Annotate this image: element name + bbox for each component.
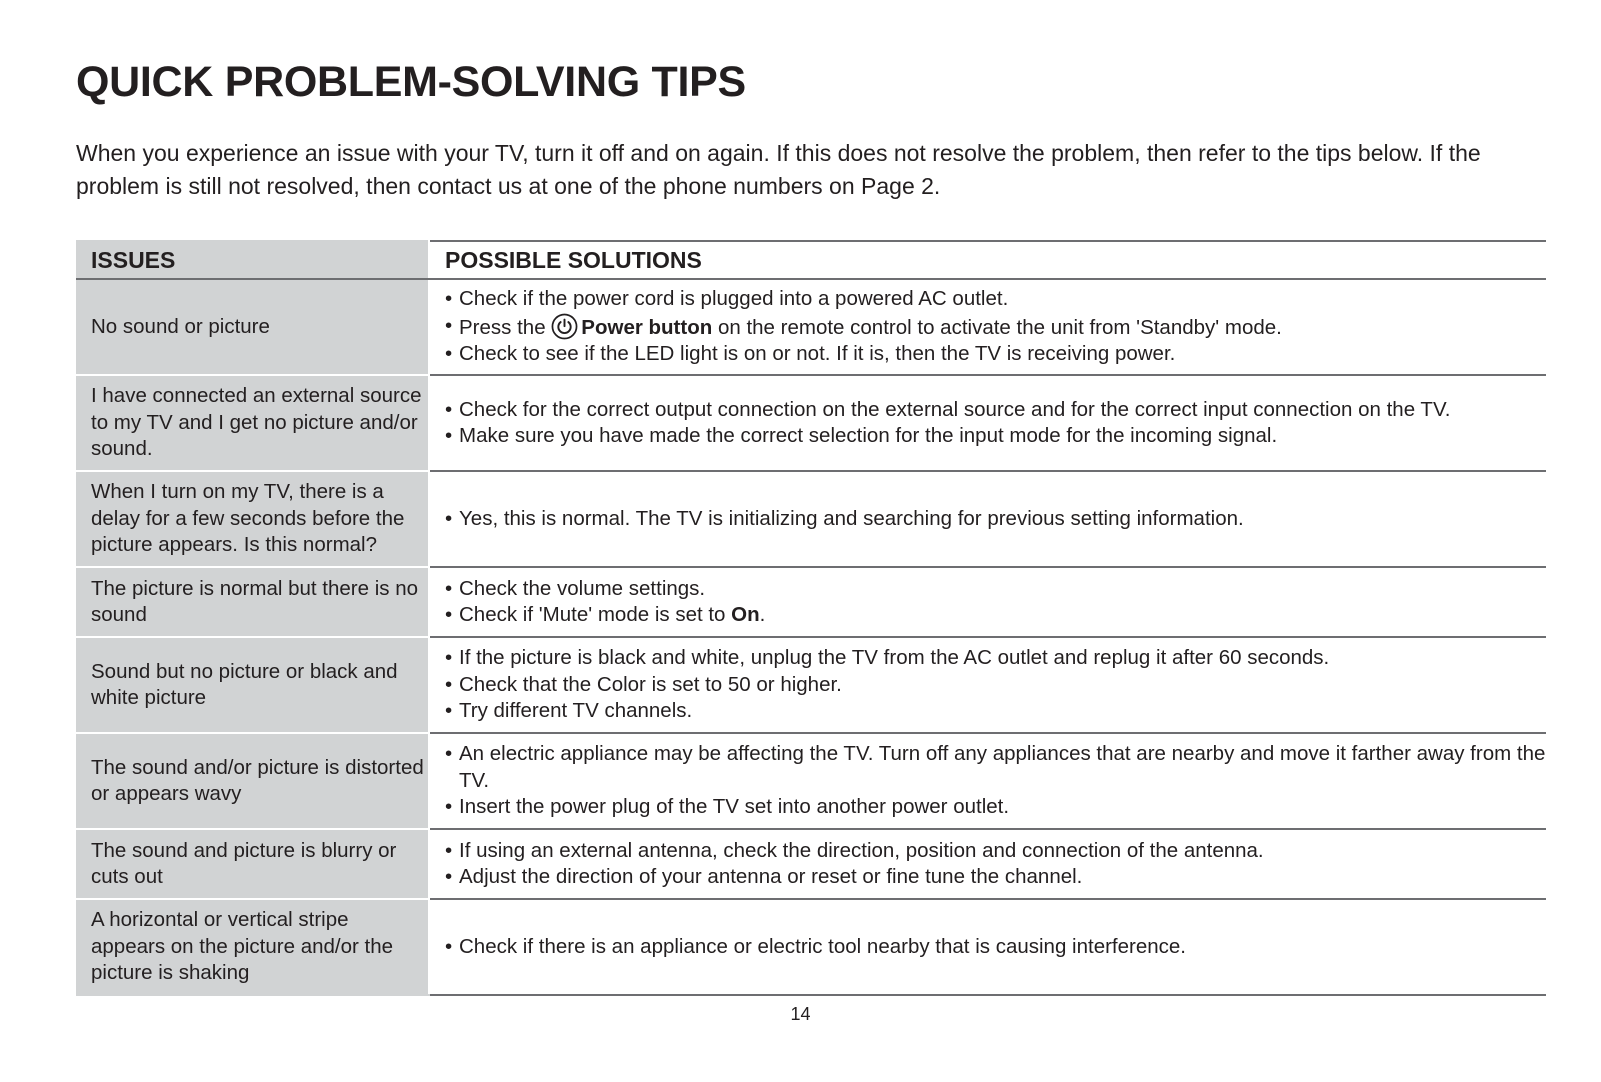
solutions-cell (429, 471, 1546, 567)
solution-item: • Adjust the direction of your antenna or reset or fine tune the channel. (445, 864, 1546, 891)
issue-cell: A horizontal or vertical stripe appears on the picture and/or the picture is shaking (76, 899, 429, 995)
solution-item: • If using an external antenna, check the direction, position and connection of the antenna. (445, 838, 1546, 865)
solutions-cell (429, 829, 1546, 899)
table-header-row (76, 241, 1546, 279)
solution-item: • Insert the power plug of the TV set into another power outlet. (445, 794, 1546, 821)
solutions-cell (429, 375, 1546, 471)
table-row (76, 899, 1546, 995)
table-row (76, 471, 1546, 567)
issue-cell: The picture is normal but there is no sound (76, 567, 429, 637)
table-row (76, 567, 1546, 637)
mute-on-label: On (731, 603, 760, 626)
issue-cell: When I turn on my TV, there is a delay for a few seconds before the picture appears. Is this normal? (76, 471, 429, 567)
solutions-cell (429, 637, 1546, 733)
solution-item: • If the picture is black and white, unplug the TV from the AC outlet and replug it after 60 seconds. (445, 645, 1546, 672)
solution-item: • Check the volume settings. (445, 576, 1546, 603)
solution-item: • Make sure you have made the correct selection for the input mode for the incoming signal. (445, 423, 1546, 450)
solution-item (445, 602, 1546, 629)
solution-item: • Check that the Color is set to 50 or higher. (445, 672, 1546, 699)
page-number: 14 (790, 1004, 811, 1024)
power-icon (551, 313, 578, 340)
solution-item: • Check if there is an appliance or electric tool nearby that is causing interference. (445, 934, 1546, 961)
solution-text: Press the (459, 315, 552, 339)
solution-list (445, 576, 1546, 629)
solutions-cell (429, 567, 1546, 637)
solution-list (445, 645, 1546, 725)
solution-list (445, 286, 1546, 368)
solutions-header: POSSIBLE SOLUTIONS (429, 241, 1546, 279)
solution-item (445, 313, 1546, 342)
table-row (76, 375, 1546, 471)
tips-table (76, 240, 1546, 996)
table-row (76, 733, 1546, 829)
page-title: QUICK PROBLEM-SOLVING TIPS (76, 58, 746, 106)
issue-cell: No sound or picture (76, 279, 429, 375)
issues-header: ISSUES (76, 241, 429, 279)
table-row (76, 829, 1546, 899)
issue-cell: The sound and/or picture is distorted or appears wavy (76, 733, 429, 829)
issue-cell: Sound but no picture or black and white picture (76, 637, 429, 733)
solution-text: Check if 'Mute' mode is set to (459, 603, 732, 626)
solution-list (445, 741, 1546, 821)
solutions-cell (429, 899, 1546, 995)
solution-text: . (759, 603, 766, 626)
solution-item: • An electric appliance may be affecting the TV. Turn off any appliances that are nearby and move it farther away from the TV. (445, 741, 1546, 794)
solution-text: on the remote control to activate the unit from 'Standby' mode. (712, 315, 1282, 339)
solution-item: • Check to see if the LED light is on or not. If it is, then the TV is receiving power. (445, 341, 1546, 368)
solution-list (445, 934, 1546, 961)
intro-paragraph: When you experience an issue with your TV, turn it off and on again. If this does not resolve the problem, then refer to the tips below. If the problem is still not resolved, then contact us at one of the phone numbers on Page 2. (76, 140, 1481, 199)
solution-item: • Try different TV channels. (445, 698, 1546, 725)
solution-item: • Check if the power cord is plugged into a powered AC outlet. (445, 286, 1546, 313)
issue-cell: I have connected an external source to my TV and I get no picture and/or sound. (76, 375, 429, 471)
solution-list (445, 397, 1546, 450)
power-button-label: Power button (581, 315, 713, 339)
solutions-cell (429, 279, 1546, 375)
solutions-cell (429, 733, 1546, 829)
solution-item: • Check for the correct output connection on the external source and for the correct input connection on the TV. (445, 397, 1546, 424)
table-row (76, 637, 1546, 733)
table-row (76, 279, 1546, 375)
solution-list (445, 506, 1546, 533)
solution-item: • Yes, this is normal. The TV is initializing and searching for previous setting information. (445, 506, 1546, 533)
issue-cell: The sound and picture is blurry or cuts out (76, 829, 429, 899)
solution-list (445, 838, 1546, 891)
